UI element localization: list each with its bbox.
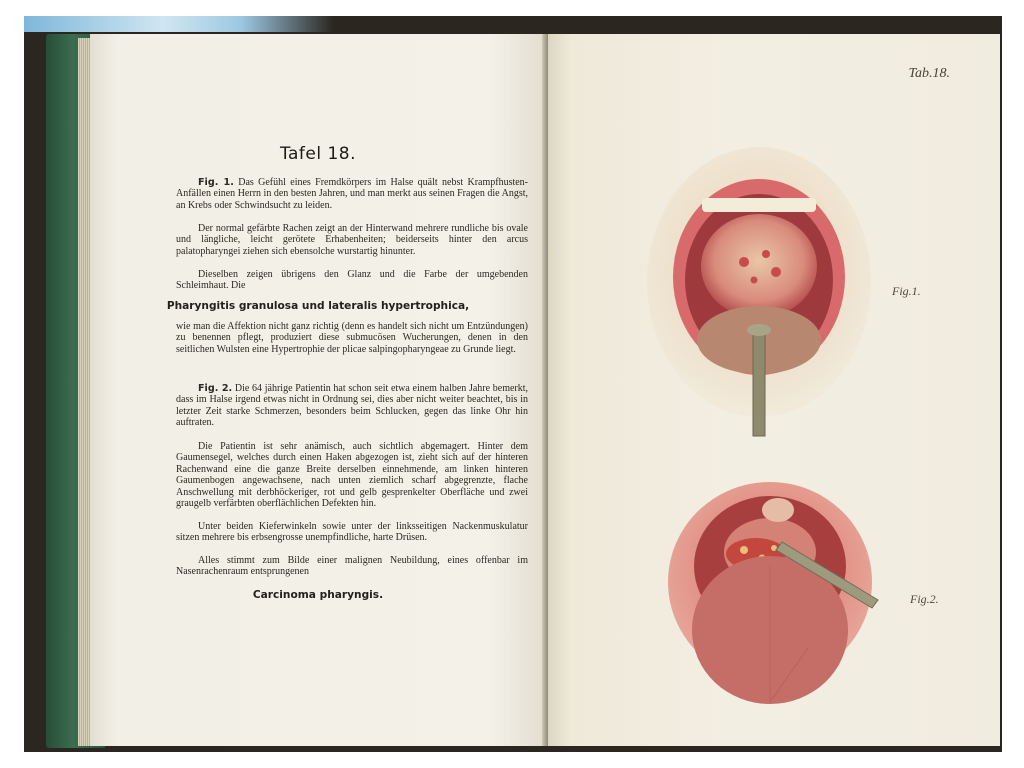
plate-label: Tab.18. bbox=[908, 66, 950, 81]
left-page bbox=[90, 34, 546, 746]
pharynx bbox=[701, 214, 817, 318]
fig2-paragraph-2: Die Patientin ist sehr anämisch, auch sichtlich abgemagert. Hinter dem Gaumensegel, welches durch einen Haken abgezogen ist, zieht sich auf der hinteren Rachenwand eine die ganze Breite derselben einnehmende, am linken hinteren Gaumenbogen angewachsene, nach unten ziemlich scharf abgegrenzte, flache Anschwellung mit derbhöckeriger, rot und gelb gesprenkelter Oberfläche und zwei graugelb verfärbten oberflächlichen Defekten hin. bbox=[176, 441, 528, 510]
granule bbox=[739, 257, 749, 267]
fig1-paragraph-2: Der normal gefärbte Rachen zeigt an der Hinterwand mehrere rundliche bis ovale und längliche, leicht gerötete Erhabenheiten; beiderseits hinter den arcus palatopharyngei ziehen sich ebensolche wurstartig hinunter. bbox=[176, 223, 528, 257]
tumor-speckle bbox=[740, 546, 748, 554]
fig1-paragraph-4: wie man die Affektion nicht ganz richtig (denn es handelt sich nicht um Entzündungen) zu benennen pflegt, produziert diese submucösen Wucherungen, denen in den seitlichen Wulsten eine Hypertrophie der plicae salpingopharyngeae zu Grunde liegt. bbox=[176, 321, 528, 355]
page-title: Tafel 18. bbox=[279, 144, 357, 164]
fig1-text-1: Das Gefühl eines Fremdkörpers im Halse quält nebst Krampfhusten-Anfällen einen Herrn in den besten Jahren, und man merkt aus seinen Fragen die Angst, an Krebs oder Schwindsucht zu leiden. bbox=[176, 177, 529, 211]
figure-2-illustration bbox=[658, 470, 908, 720]
fig2-label: Fig. 2. bbox=[198, 383, 233, 394]
tongue-depressor bbox=[753, 328, 765, 436]
diagnosis-heading-1: Pharyngitis granulosa und lateralis hypertrophica, bbox=[166, 300, 470, 312]
granule bbox=[771, 267, 781, 277]
figure-1-illustration bbox=[644, 142, 884, 442]
fig1-paragraph-1 bbox=[176, 177, 528, 211]
fig2-paragraph-1 bbox=[176, 383, 528, 429]
fig2-text-1: Die 64 jährige Patientin hat schon seit etwa einem halben Jahre bemerkt, dass im Halse irgend etwas nicht in Ordnung sei, dies aber nicht weiter beachtet, bis in letzter Zeit starke Schmerzen, besonders beim Schlucken, gegen das linke Ohr hin auftraten. bbox=[176, 383, 529, 429]
granule bbox=[762, 250, 770, 258]
fig1-paragraph-3: Dieselben zeigen übrigens den Glanz und die Farbe der umgebenden Schleimhaut. Die bbox=[176, 269, 528, 292]
right-page bbox=[548, 34, 1000, 746]
fig2-paragraph-3: Unter beiden Kieferwinkeln sowie unter der linksseitigen Nackenmuskulatur sitzen mehrere bis erbsengrosse unempfindliche, harte Drüsen. bbox=[176, 521, 528, 544]
scan-artifact-streak bbox=[24, 16, 334, 32]
tongue-depressor-tip bbox=[747, 324, 771, 336]
uvula bbox=[762, 498, 794, 522]
fig1-label: Fig. 1. bbox=[198, 177, 234, 188]
book-scan bbox=[24, 16, 1002, 752]
fig2-paragraph-4: Alles stimmt zum Bilde einer malignen Neubildung, eines offenbar im Nasenrachenraum entsprungenen bbox=[176, 555, 528, 578]
figure-2-caption: Fig.2. bbox=[910, 592, 939, 606]
diagnosis-heading-2: Carcinoma pharyngis. bbox=[252, 589, 384, 601]
figure-1-caption: Fig.1. bbox=[892, 284, 921, 298]
granule bbox=[751, 277, 758, 284]
upper-teeth bbox=[702, 198, 816, 212]
